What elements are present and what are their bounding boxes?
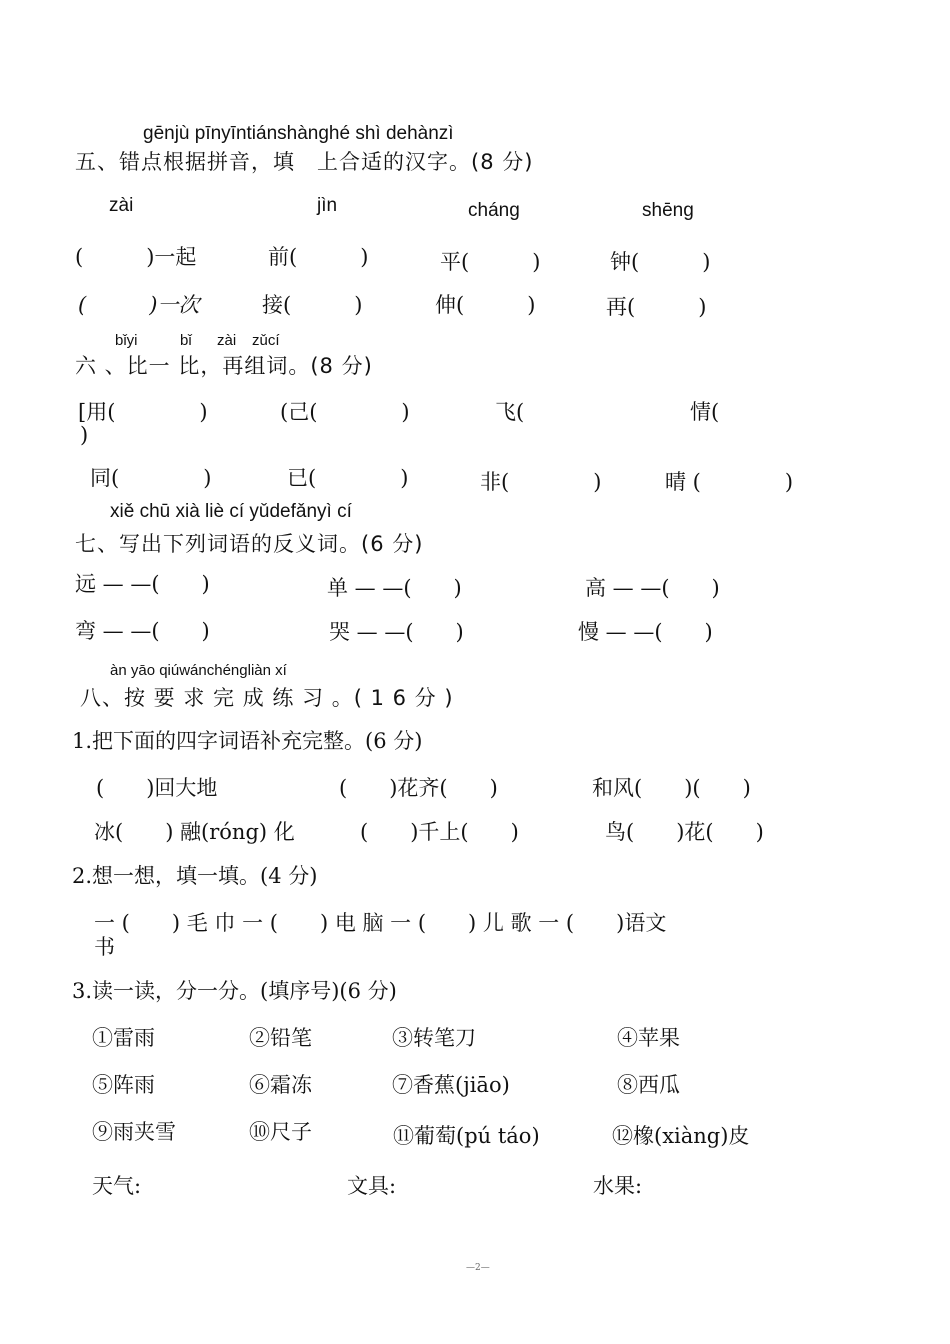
s5-py-3: cháng: [468, 200, 520, 221]
s8-item-10: ⑩尺子: [249, 1120, 312, 1144]
s8-item-3: ③转笔刀: [392, 1026, 476, 1050]
s6-r2-1: 同( ): [90, 466, 212, 490]
s8-item-7: ⑦香蕉(jiāo): [392, 1073, 510, 1097]
s7-r1-1: 远 — —( ): [75, 572, 210, 596]
s6-py-2: bǐ: [180, 332, 192, 349]
s8-q1r2-2: ( )千上( ): [360, 820, 519, 844]
s6-heading: 六 、比一 比，再组词。(8 分): [75, 354, 373, 378]
s5-r1-1: ( )一起: [75, 245, 197, 269]
s8-q1r1-2: ( )花齐( ): [339, 776, 498, 800]
s7-r2-2: 哭 — —( ): [329, 620, 464, 644]
s8-q1: 1.把下面的四字词语补充完整。(6 分): [72, 729, 423, 753]
s8-item-11: ⑪葡萄(pú táo): [393, 1124, 540, 1148]
s6-r1-3: 飞(: [495, 400, 525, 424]
s5-r2-4: 再( ): [606, 295, 707, 319]
s7-r1-2: 单 — —( ): [327, 576, 462, 600]
s7-r2-1: 弯 — —( ): [75, 619, 210, 643]
s6-r2-3: 非( ): [480, 470, 602, 494]
s6-r1-wrap: ): [80, 423, 89, 447]
page-number: —2—: [466, 1263, 490, 1273]
s5-r1-2: 前( ): [268, 245, 369, 269]
s8-item-8: ⑧西瓜: [617, 1073, 680, 1097]
s6-r1-4: 情(: [690, 400, 720, 424]
s7-pinyin: xiě chū xià liè cí yǔdefǎnyì cí: [110, 501, 352, 522]
s8-cat-fruit: 水果:: [593, 1174, 643, 1198]
s5-py-2: jìn: [317, 195, 338, 216]
s5-r2-3: 伸( ): [435, 293, 536, 317]
s8-q1r1-1: ( )回大地: [96, 776, 218, 800]
s8-cat-weather: 天气:: [92, 1174, 142, 1198]
s5-pinyin: gēnjù pīnyīntiánshànghé shì dehànzì: [143, 123, 454, 144]
s8-item-2: ②铅笔: [249, 1026, 312, 1050]
s8-item-5: ⑤阵雨: [92, 1073, 155, 1097]
s5-py-4: shēng: [642, 200, 694, 221]
s8-heading: 八、按 要 求 完 成 练 习 。( 1 6 分 ): [80, 686, 454, 710]
s8-q2-row-wrap: 书: [94, 935, 115, 959]
s5-r1-4: 钟( ): [610, 250, 711, 274]
s8-item-6: ⑥霜冻: [249, 1073, 312, 1097]
s8-q2: 2.想一想，填一填。(4 分): [72, 864, 318, 888]
s7-heading: 七、写出下列词语的反义词。(6 分): [75, 532, 424, 556]
s6-py-1: bǐyi: [115, 332, 138, 349]
s6-r1-1: [用( ): [78, 400, 208, 424]
s8-q3: 3.读一读，分一分。(填序号)(6 分): [72, 979, 397, 1003]
s8-pinyin: àn yāo qiúwánchéngliàn xí: [110, 662, 287, 679]
s6-r1-2: (己( ): [280, 400, 410, 424]
s6-r2-4: 晴 ( ): [665, 470, 794, 494]
s8-q2-row: 一 ( ) 毛 巾 一 ( ) 电 脑 一 ( ) 儿 歌 一 ( )语文: [94, 911, 667, 935]
s8-item-12: ⑫橡(xiàng)皮: [612, 1124, 750, 1148]
s6-py-3: zài: [217, 332, 237, 349]
s8-item-9: ⑨雨夹雪: [92, 1120, 176, 1144]
s5-r2-2: 接( ): [262, 293, 363, 317]
s7-r2-3: 慢 — —( ): [578, 620, 713, 644]
s8-q1r2-3: 鸟( )花( ): [605, 820, 764, 844]
s6-py-4: zǔcí: [252, 332, 280, 349]
s8-q1r1-3: 和风( )( ): [592, 776, 751, 800]
s5-heading: 五、错点根据拼音，填 上合适的汉字。(8 分): [75, 150, 534, 174]
s8-item-4: ④苹果: [617, 1026, 680, 1050]
s5-py-1: zài: [109, 195, 134, 216]
s8-item-1: ①雷雨: [92, 1026, 155, 1050]
s8-q1r2-1: 冰( ) 融(róng) 化: [94, 820, 295, 844]
s5-r1-3: 平( ): [440, 250, 541, 274]
s7-r1-3: 高 — —( ): [585, 576, 720, 600]
s5-r2-1: ( )一次: [78, 293, 200, 317]
s8-cat-stationery: 文具:: [347, 1174, 397, 1198]
s6-r2-2: 已( ): [287, 466, 409, 490]
